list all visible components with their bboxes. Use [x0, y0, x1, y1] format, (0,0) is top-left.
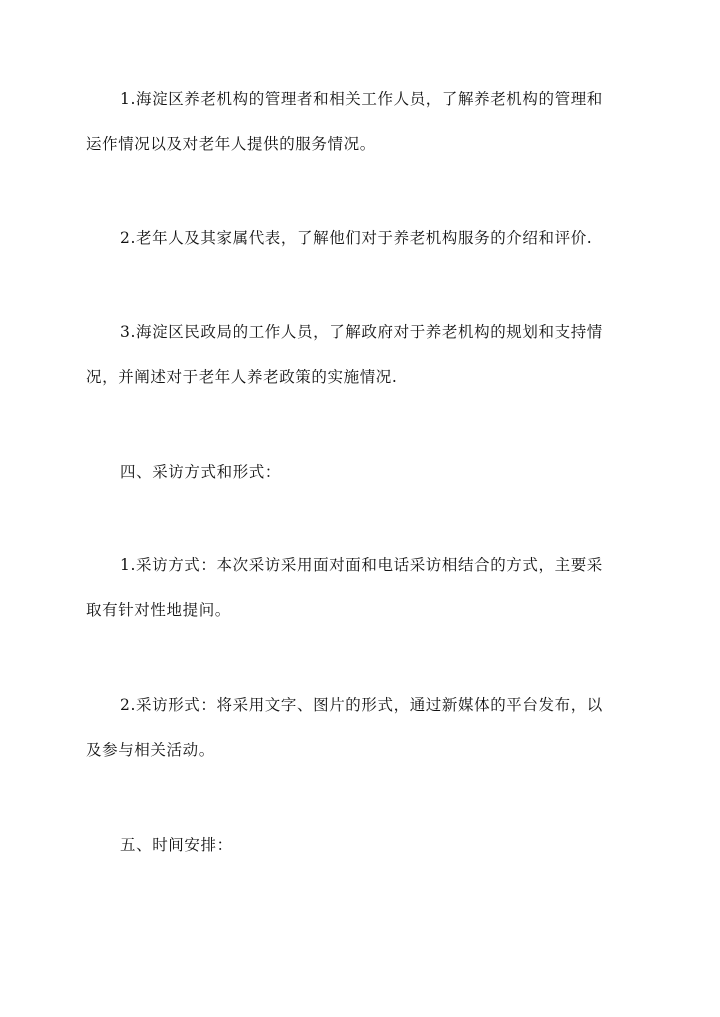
- paragraph-interviewees-elderly: [86, 216, 634, 261]
- paragraph-interviewees-civil-affairs: [86, 310, 634, 400]
- section-heading-interview-methods: [86, 450, 634, 495]
- text-line: 及参与相关活动。: [86, 741, 215, 759]
- section-heading-schedule: [86, 823, 634, 868]
- paragraph-interviewees-managers: [86, 77, 634, 167]
- text-line: 运作情况以及对老年人提供的服务情况。: [86, 135, 376, 153]
- text-line: 况，并阐述对于老年人养老政策的实施情况.: [86, 368, 398, 386]
- text-line: 四、采访方式和形式：: [120, 463, 282, 481]
- text-line: 3.海淀区民政局的工作人员，了解政府对于养老机构的规划和支持情: [120, 323, 603, 341]
- text-line: 取有针对性地提问。: [86, 601, 231, 619]
- text-line: 2.采访形式：将采用文字、图片的形式，通过新媒体的平台发布，以: [120, 696, 603, 714]
- text-line: 五、时间安排：: [120, 836, 233, 854]
- text-line: 2.老年人及其家属代表，了解他们对于养老机构服务的介绍和评价.: [120, 229, 593, 247]
- text-line: 1.海淀区养老机构的管理者和相关工作人员，了解养老机构的管理和: [120, 90, 603, 108]
- text-line: 1.采访方式：本次采访采用面对面和电话采访相结合的方式，主要采: [120, 556, 603, 574]
- paragraph-interview-format: [86, 683, 634, 773]
- paragraph-interview-method: [86, 543, 634, 633]
